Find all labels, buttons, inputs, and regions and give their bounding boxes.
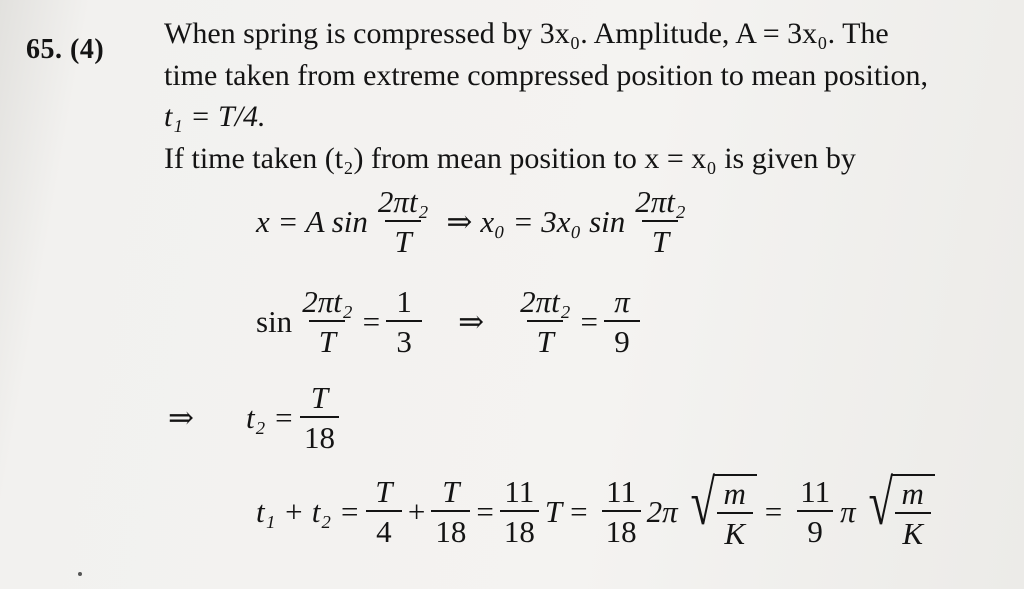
eq4-f4-denominator: 18 — [602, 510, 641, 547]
question-number-label: 65. — [26, 34, 63, 65]
eq1-fraction-2 — [631, 186, 689, 257]
speck-mark — [78, 572, 82, 576]
equation-1 — [256, 186, 696, 257]
eq4-sqrt1-numerator: m — [723, 476, 746, 511]
eq4-fraction-5 — [796, 476, 834, 547]
eq1-frac2-denominator: T — [642, 220, 678, 257]
eq2-equals-2: = — [580, 303, 598, 339]
eq4-lhs: t₁ + t₂ = — [256, 493, 360, 529]
eq4-sqrt2-numerator: m — [901, 476, 924, 511]
eq4-equals-3: = — [764, 493, 783, 529]
eq3-implies-arrow: ⇒ — [168, 399, 194, 435]
eq4-sqrt2-denominator: K — [895, 512, 931, 549]
eq4-f3-denominator: 18 — [500, 510, 539, 547]
eq4-pi: π — [840, 493, 856, 529]
equation-4 — [256, 467, 935, 551]
eq1-implies-arrow: ⇒ — [446, 203, 473, 239]
eq1-frac1-numerator: 2πt₂ — [377, 184, 429, 219]
eq4-period-symbol: T — [544, 493, 563, 529]
eq1-frac2-numerator: 2πt₂ — [635, 184, 686, 219]
solution-text-line-1: When spring is compressed by 3x₀. Amplitude, A = 3x₀. The — [164, 17, 889, 50]
eq2-sin: sin — [256, 303, 293, 339]
eq4-fraction-3 — [500, 476, 539, 547]
eq4-f1-numerator: T — [375, 474, 393, 509]
eq4-f4-numerator: 11 — [606, 474, 636, 509]
eq2-frac1-numerator: 2πt₂ — [302, 284, 353, 319]
eq2-fraction-1 — [298, 286, 356, 357]
eq3-frac-numerator: T — [310, 380, 329, 415]
eq4-equals-2: = — [570, 493, 588, 529]
answer-option: (4) — [70, 34, 105, 65]
eq2-fraction-3 — [516, 286, 574, 357]
eq1-frac1-denominator: T — [385, 220, 421, 257]
eq4-sqrt-1 — [680, 467, 757, 551]
eq2-frac2-denominator: 3 — [386, 320, 422, 357]
eq2-fraction-2 — [386, 286, 422, 357]
eq4-sqrt1-fraction — [717, 478, 753, 549]
eq1-lhs: x = A sin — [256, 203, 368, 239]
eq4-plus: + — [407, 493, 426, 529]
eq4-f3-numerator: 11 — [504, 474, 535, 509]
eq2-fraction-4 — [604, 286, 640, 357]
eq1-fraction-1 — [374, 186, 432, 257]
eq2-frac4-denominator: 9 — [604, 320, 640, 357]
eq4-f5-denominator: 9 — [797, 510, 833, 547]
eq4-fraction-2 — [431, 476, 470, 547]
eq4-fraction-1 — [366, 476, 402, 547]
eq4-two-pi: 2π — [646, 493, 678, 529]
eq4-f2-denominator: 18 — [431, 510, 470, 547]
eq4-sqrt2-fraction — [895, 478, 931, 549]
eq3-lhs: t₂ = — [245, 399, 295, 435]
eq2-frac2-numerator: 1 — [396, 284, 412, 319]
eq4-fraction-4 — [602, 476, 641, 547]
equation-2 — [256, 286, 646, 357]
eq2-implies-arrow: ⇒ — [458, 303, 485, 339]
eq2-equals: = — [362, 303, 381, 339]
equation-3 — [168, 382, 345, 453]
eq2-frac1-denominator: T — [309, 320, 345, 357]
eq2-frac3-denominator: T — [527, 320, 563, 357]
eq4-equals-1: = — [476, 493, 494, 529]
question-number — [26, 34, 104, 66]
eq3-frac-denominator: 18 — [300, 416, 339, 453]
solution-text-line-2: time taken from extreme compressed position to mean position, — [164, 59, 928, 92]
eq4-f5-numerator: 11 — [800, 474, 831, 509]
eq3-fraction — [300, 382, 339, 453]
eq4-sqrt1-denominator: K — [717, 512, 753, 549]
sqrt-sign-icon: √ — [868, 467, 893, 538]
solution-text-line-3: t₁ = T/4. — [164, 100, 266, 133]
eq4-sqrt-2 — [858, 467, 935, 551]
sqrt-sign-icon: √ — [690, 467, 715, 538]
eq1-middle: x₀ = 3x₀ sin — [480, 203, 626, 239]
eq2-frac4-numerator: π — [614, 284, 630, 319]
eq2-frac3-numerator: 2πt₂ — [520, 284, 571, 319]
eq4-f1-denominator: 4 — [366, 510, 402, 547]
eq4-f2-numerator: T — [442, 474, 460, 509]
solution-text-line-4: If time taken (t₂) from mean position to x = x₀ is given by — [164, 142, 856, 175]
